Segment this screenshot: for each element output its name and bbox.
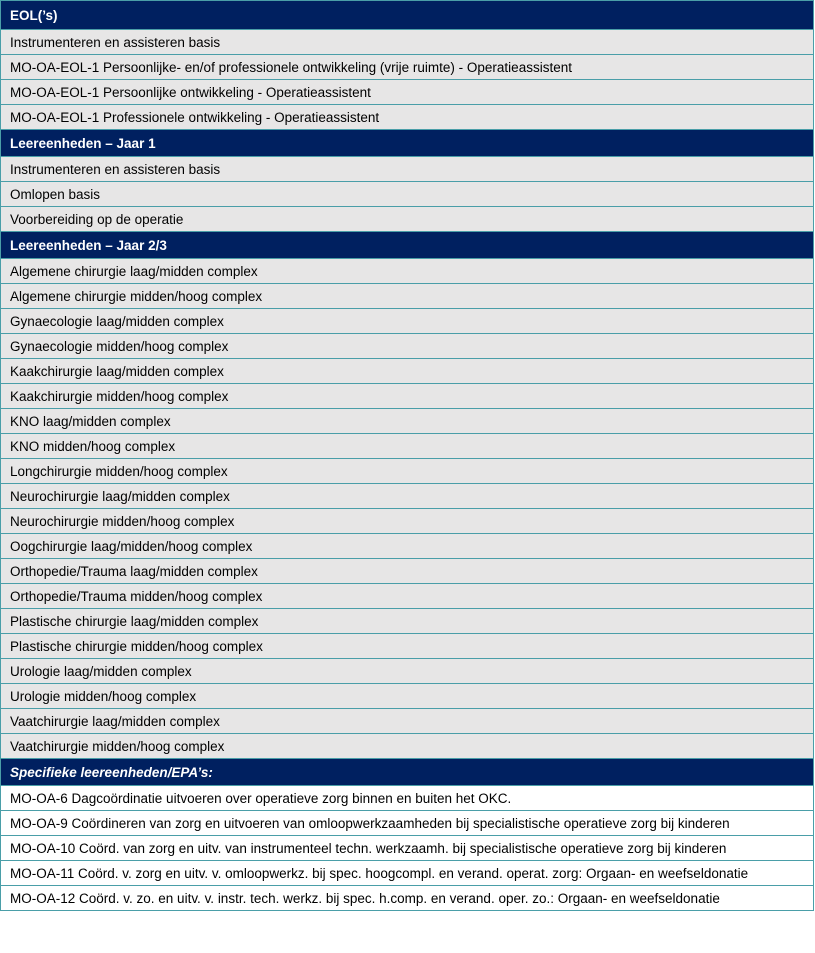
table-row bbox=[1, 105, 814, 130]
table-cell: Oogchirurgie laag/midden/hoog complex bbox=[1, 534, 814, 559]
section-header-eols: EOL(’s) bbox=[1, 1, 814, 30]
table-cell: Kaakchirurgie laag/midden complex bbox=[1, 359, 814, 384]
table-row bbox=[1, 434, 814, 459]
section-header-jaar-2-3: Leereenheden – Jaar 2/3 bbox=[1, 232, 814, 259]
table-cell: MO-OA-10 Coörd. van zorg en uitv. van instrumenteel techn. werkzaamh. bij specialistische operatieve zorg bij kinderen bbox=[1, 836, 814, 861]
table-row bbox=[1, 509, 814, 534]
table-row bbox=[1, 334, 814, 359]
table-cell: MO-OA-6 Dagcoördinatie uitvoeren over operatieve zorg binnen en buiten het OKC. bbox=[1, 786, 814, 811]
table-row bbox=[1, 30, 814, 55]
table-cell: Urologie midden/hoog complex bbox=[1, 684, 814, 709]
table-cell: MO-OA-EOL-1 Persoonlijke ontwikkeling - Operatieassistent bbox=[1, 80, 814, 105]
table-row bbox=[1, 534, 814, 559]
table-row bbox=[1, 836, 814, 861]
table-row bbox=[1, 584, 814, 609]
table-row bbox=[1, 886, 814, 911]
table-row bbox=[1, 786, 814, 811]
table-cell: Plastische chirurgie midden/hoog complex bbox=[1, 634, 814, 659]
table-cell: MO-OA-EOL-1 Professionele ontwikkeling - Operatieassistent bbox=[1, 105, 814, 130]
table-cell: KNO laag/midden complex bbox=[1, 409, 814, 434]
table-cell: Neurochirurgie laag/midden complex bbox=[1, 484, 814, 509]
table-row bbox=[1, 207, 814, 232]
section-header-jaar-1: Leereenheden – Jaar 1 bbox=[1, 130, 814, 157]
table-row bbox=[1, 80, 814, 105]
table-cell: Plastische chirurgie laag/midden complex bbox=[1, 609, 814, 634]
table-cell: Algemene chirurgie midden/hoog complex bbox=[1, 284, 814, 309]
table-cell: MO-OA-12 Coörd. v. zo. en uitv. v. instr. tech. werkz. bij spec. h.comp. en verand. oper. zo.: Orgaan- en weefseldonatie bbox=[1, 886, 814, 911]
table-row bbox=[1, 811, 814, 836]
table-cell: Gynaecologie laag/midden complex bbox=[1, 309, 814, 334]
table-cell: KNO midden/hoog complex bbox=[1, 434, 814, 459]
table-row bbox=[1, 634, 814, 659]
table-cell: Longchirurgie midden/hoog complex bbox=[1, 459, 814, 484]
section-header-row bbox=[1, 130, 814, 157]
table-row bbox=[1, 861, 814, 886]
table-row bbox=[1, 359, 814, 384]
table-cell: Algemene chirurgie laag/midden complex bbox=[1, 259, 814, 284]
table-row bbox=[1, 157, 814, 182]
table-cell: Orthopedie/Trauma laag/midden complex bbox=[1, 559, 814, 584]
table-cell: Kaakchirurgie midden/hoog complex bbox=[1, 384, 814, 409]
table-row bbox=[1, 384, 814, 409]
table-row bbox=[1, 459, 814, 484]
table-cell: MO-OA-EOL-1 Persoonlijke- en/of professionele ontwikkeling (vrije ruimte) - Operatieassistent bbox=[1, 55, 814, 80]
table-cell: Orthopedie/Trauma midden/hoog complex bbox=[1, 584, 814, 609]
table-cell: MO-OA-11 Coörd. v. zorg en uitv. v. omloopwerkz. bij spec. hoogcompl. en verand. operat. zorg: Orgaan- en weefseldonatie bbox=[1, 861, 814, 886]
table-cell: Instrumenteren en assisteren basis bbox=[1, 30, 814, 55]
section-header-row bbox=[1, 759, 814, 786]
table-cell: Vaatchirurgie midden/hoog complex bbox=[1, 734, 814, 759]
table-cell: Omlopen basis bbox=[1, 182, 814, 207]
table-row bbox=[1, 609, 814, 634]
section-header-row bbox=[1, 232, 814, 259]
table-row bbox=[1, 259, 814, 284]
table-row bbox=[1, 55, 814, 80]
table-cell: Urologie laag/midden complex bbox=[1, 659, 814, 684]
table-cell: MO-OA-9 Coördineren van zorg en uitvoeren van omloopwerkzaamheden bij specialistische operatieve zorg bij kinderen bbox=[1, 811, 814, 836]
section-header-row bbox=[1, 1, 814, 30]
table-row bbox=[1, 559, 814, 584]
table-cell: Neurochirurgie midden/hoog complex bbox=[1, 509, 814, 534]
table-row bbox=[1, 182, 814, 207]
table-row bbox=[1, 309, 814, 334]
table-cell: Voorbereiding op de operatie bbox=[1, 207, 814, 232]
table-row bbox=[1, 409, 814, 434]
table-row bbox=[1, 659, 814, 684]
table-row bbox=[1, 734, 814, 759]
section-header-specifieke-epas: Specifieke leereenheden/EPA’s: bbox=[1, 759, 814, 786]
table-cell: Vaatchirurgie laag/midden complex bbox=[1, 709, 814, 734]
table-row bbox=[1, 484, 814, 509]
table-row bbox=[1, 709, 814, 734]
table-row bbox=[1, 284, 814, 309]
table-cell: Gynaecologie midden/hoog complex bbox=[1, 334, 814, 359]
table-cell: Instrumenteren en assisteren basis bbox=[1, 157, 814, 182]
table-row bbox=[1, 684, 814, 709]
